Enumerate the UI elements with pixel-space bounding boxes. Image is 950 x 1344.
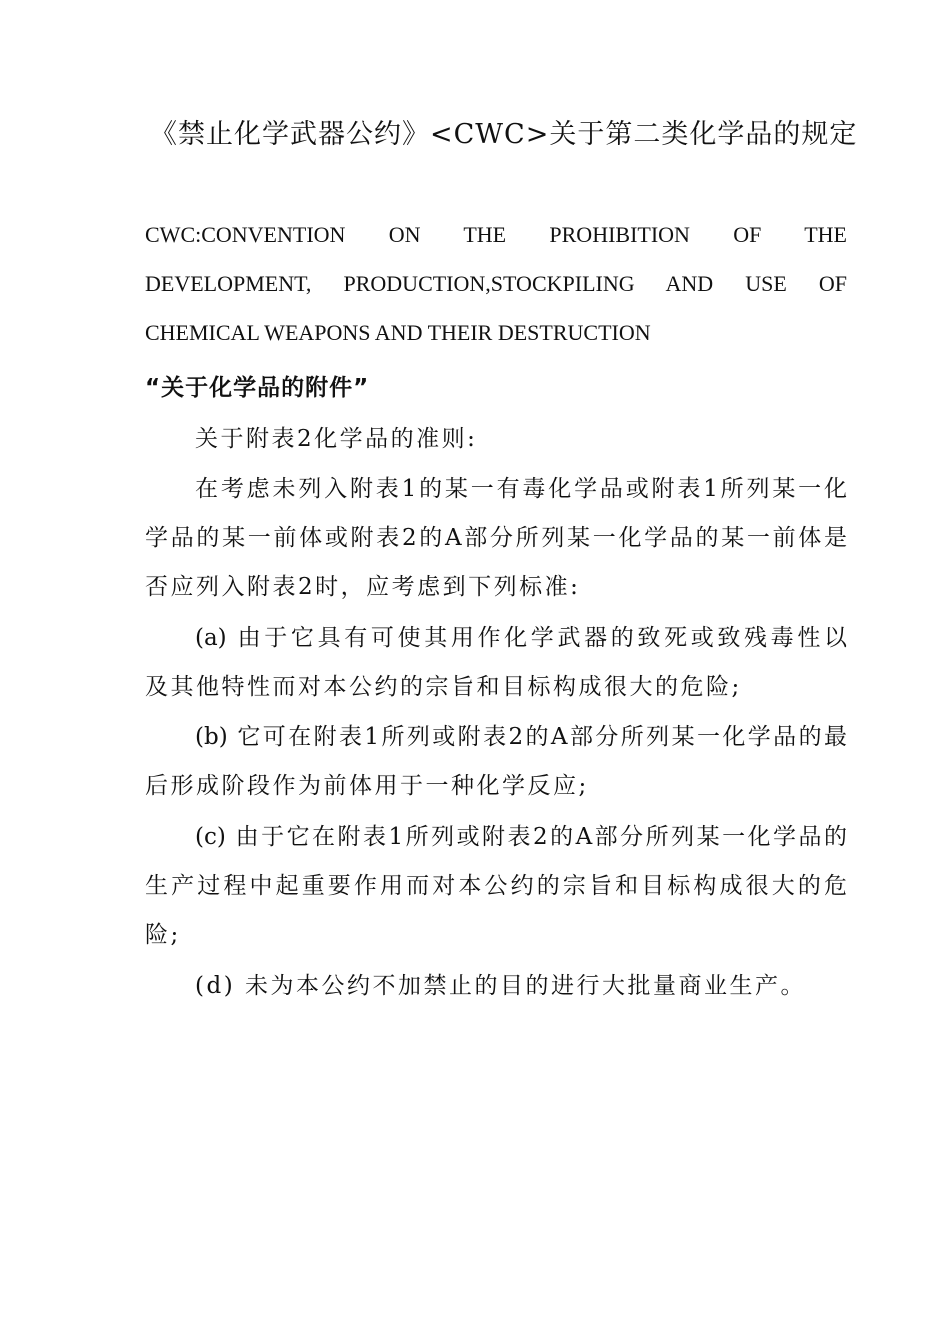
criterion-b-line-2: 后形成阶段作为前体用于一种化学反应; [145,773,589,799]
annex-heading: “关于化学品的附件” [145,375,370,401]
criterion-c-line-1: (c) 由于它在附表1所列或附表2的A部分所列某一化学品的 [195,824,847,850]
criterion-c-line-2: 生产过程中起重要作用而对本公约的宗旨和目标构成很大的危 [145,873,847,899]
english-title-line-2: DEVELOPMENT, PRODUCTION,STOCKPILING AND USE OF [145,271,847,296]
guideline-heading: 关于附表2化学品的准则: [195,426,478,452]
intro-line-3: 否应列入附表2时，应考虑到下列标准: [145,574,581,600]
criterion-d-line-1: (d) 未为本公约不加禁止的目的进行大批量商业生产。 [195,973,806,999]
criterion-a-line-1: (a) 由于它具有可使其用作化学武器的致死或致残毒性以 [195,625,847,651]
english-title-line-3: CHEMICAL WEAPONS AND THEIR DESTRUCTION [145,320,651,345]
intro-line-1: 在考虑未列入附表1的某一有毒化学品或附表1所列某一化 [195,476,847,502]
intro-line-2: 学品的某一前体或附表2的A部分所列某一化学品的某一前体是 [145,525,847,551]
criterion-b-line-1: (b) 它可在附表1所列或附表2的A部分所列某一化学品的最 [195,724,847,750]
criterion-a-line-2: 及其他特性而对本公约的宗旨和目标构成很大的危险; [145,674,742,700]
criterion-c-line-3: 险; [145,922,181,948]
english-title-line-1: CWC:CONVENTION ON THE PROHIBITION OF THE [145,222,847,247]
document-title: 《禁止化学武器公约》<CWC>关于第二类化学品的规定 [150,119,858,150]
